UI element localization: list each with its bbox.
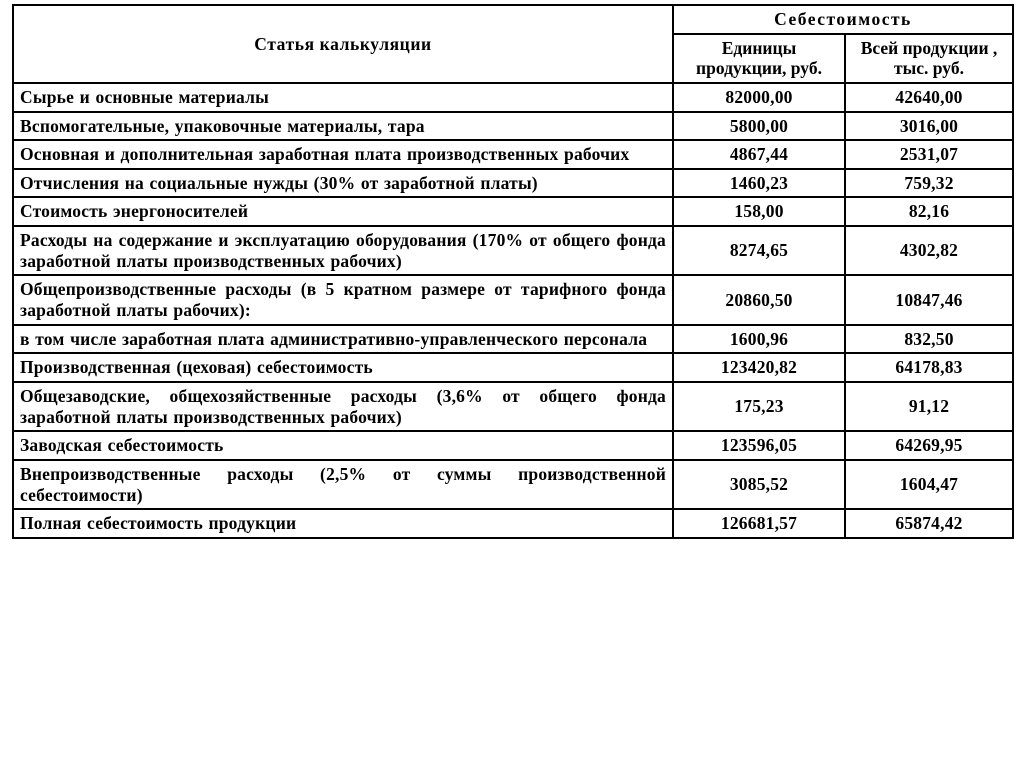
cell-unit-cost: 5800,00 xyxy=(673,112,845,141)
table-row xyxy=(13,325,1013,354)
cell-total-cost: 64178,83 xyxy=(845,353,1013,382)
table-row xyxy=(13,83,1013,112)
cell-unit-cost: 4867,44 xyxy=(673,140,845,169)
table-row xyxy=(13,382,1013,431)
cell-item-name: Основная и дополнительная заработная плата производственных рабочих xyxy=(13,140,673,169)
header-cell-unit-cost: Единицы продукции, руб. xyxy=(673,34,845,83)
cell-unit-cost: 20860,50 xyxy=(673,275,845,324)
cell-total-cost: 10847,46 xyxy=(845,275,1013,324)
cell-item-name: Общепроизводственные расходы (в 5 кратном размере от тарифного фонда заработной платы рабочих): xyxy=(13,275,673,324)
cell-item-name: Сырье и основные материалы xyxy=(13,83,673,112)
cell-unit-cost: 1600,96 xyxy=(673,325,845,354)
table-row xyxy=(13,509,1013,538)
cell-item-name: Производственная (цеховая) себестоимость xyxy=(13,353,673,382)
table-row xyxy=(13,112,1013,141)
header-cell-item-name: Статья калькуляции xyxy=(13,5,673,83)
cell-unit-cost: 82000,00 xyxy=(673,83,845,112)
cell-total-cost: 1604,47 xyxy=(845,460,1013,509)
cell-unit-cost: 123420,82 xyxy=(673,353,845,382)
cell-item-name: Внепроизводственные расходы (2,5% от суммы производственной себестоимости) xyxy=(13,460,673,509)
cell-unit-cost: 175,23 xyxy=(673,382,845,431)
cell-item-name: Расходы на содержание и эксплуатацию оборудования (170% от общего фонда заработной платы производственных рабочих) xyxy=(13,226,673,275)
table-header-row-top xyxy=(13,5,1013,34)
cell-item-name: в том числе заработная плата административно-управленческого персонала xyxy=(13,325,673,354)
table-row xyxy=(13,275,1013,324)
cell-unit-cost: 1460,23 xyxy=(673,169,845,198)
cell-item-name: Полная себестоимость продукции xyxy=(13,509,673,538)
cell-unit-cost: 8274,65 xyxy=(673,226,845,275)
table-row xyxy=(13,353,1013,382)
table-row xyxy=(13,140,1013,169)
cell-total-cost: 91,12 xyxy=(845,382,1013,431)
cell-item-name: Вспомогательные, упаковочные материалы, тара xyxy=(13,112,673,141)
table-row xyxy=(13,226,1013,275)
table-row xyxy=(13,197,1013,226)
cell-total-cost: 2531,07 xyxy=(845,140,1013,169)
table-row xyxy=(13,431,1013,460)
cell-total-cost: 759,32 xyxy=(845,169,1013,198)
cell-unit-cost: 123596,05 xyxy=(673,431,845,460)
cell-total-cost: 82,16 xyxy=(845,197,1013,226)
cell-total-cost: 65874,42 xyxy=(845,509,1013,538)
cell-item-name: Общезаводские, общехозяйственные расходы (3,6% от общего фонда заработной платы производственных рабочих) xyxy=(13,382,673,431)
cell-item-name: Стоимость энергоносителей xyxy=(13,197,673,226)
cell-total-cost: 64269,95 xyxy=(845,431,1013,460)
cell-total-cost: 3016,00 xyxy=(845,112,1013,141)
cell-unit-cost: 158,00 xyxy=(673,197,845,226)
cell-total-cost: 4302,82 xyxy=(845,226,1013,275)
cell-unit-cost: 126681,57 xyxy=(673,509,845,538)
cell-total-cost: 42640,00 xyxy=(845,83,1013,112)
cell-item-name: Отчисления на социальные нужды (30% от заработной платы) xyxy=(13,169,673,198)
table-row xyxy=(13,169,1013,198)
header-cell-group-cost: Себестоимость xyxy=(673,5,1013,34)
header-cell-total-cost: Всей продукции , тыс. руб. xyxy=(845,34,1013,83)
cost-calculation-table xyxy=(12,4,1014,539)
cell-unit-cost: 3085,52 xyxy=(673,460,845,509)
cell-total-cost: 832,50 xyxy=(845,325,1013,354)
cell-item-name: Заводская себестоимость xyxy=(13,431,673,460)
table-row xyxy=(13,460,1013,509)
